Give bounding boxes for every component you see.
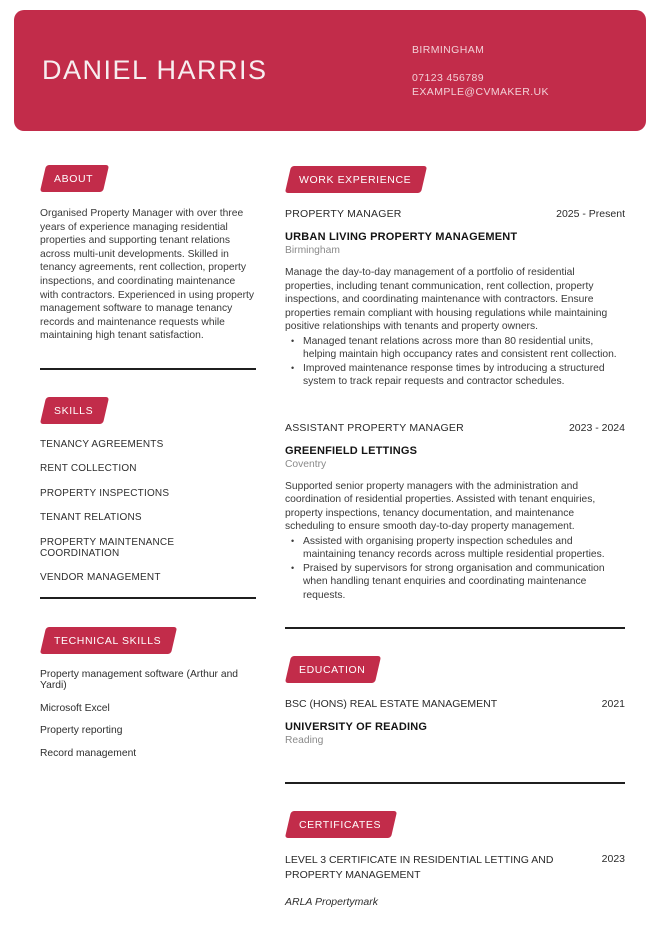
- skill-item: VENDOR MANAGEMENT: [40, 572, 161, 584]
- section-divider: [40, 368, 256, 370]
- section-heading-education: EDUCATION: [299, 664, 366, 676]
- company-location: Coventry: [285, 458, 327, 470]
- person-name: DANIEL HARRIS: [42, 55, 268, 85]
- institution-location: Reading: [285, 735, 324, 746]
- technical-skill-item: Property management software (Arthur and Yardi): [40, 669, 239, 692]
- section-divider: [285, 782, 625, 784]
- skill-item: PROPERTY INSPECTIONS: [40, 487, 170, 499]
- technical-skills-list: [40, 669, 256, 759]
- job-description: Supported senior property managers with the administration and coordination of residential properties. Assisted with tenant enquiries, property inspections, tenancy documentation, and maintenance scheduling to ensure smooth day-to-day property management.: [285, 480, 596, 532]
- job-title-row: [285, 422, 625, 434]
- job-title: PROPERTY MANAGER: [285, 208, 402, 220]
- section-badge-about: [43, 165, 106, 192]
- job-entry: [285, 422, 625, 603]
- skill-item: PROPERTY MAINTENANCE COORDINATION: [40, 536, 175, 559]
- section-badge-certificates: [288, 811, 394, 838]
- contact-phone: 07123 456789: [412, 71, 484, 84]
- education-entry: [285, 698, 625, 746]
- education-year: 2021: [601, 698, 625, 710]
- job-dates: 2023 - 2024: [568, 421, 625, 434]
- company-name: URBAN LIVING PROPERTY MANAGEMENT: [285, 231, 518, 243]
- section-badge-education: [288, 656, 378, 683]
- section-heading-technical-skills: TECHNICAL SKILLS: [54, 635, 162, 648]
- technical-skill-item: Microsoft Excel: [40, 702, 110, 714]
- institution-name: UNIVERSITY OF READING: [285, 721, 428, 733]
- job-title: ASSISTANT PROPERTY MANAGER: [285, 421, 464, 434]
- section-badge-skills: [43, 397, 106, 424]
- section-badge-work-experience: [288, 166, 424, 193]
- section-badge-technical-skills: [43, 627, 174, 654]
- technical-skill-item: Record management: [40, 747, 137, 759]
- job-bullet: • Improved maintenance response times by introducing a structured system to track repair requests and contractor schedules.: [285, 362, 625, 389]
- section-divider: [40, 597, 256, 599]
- company-name: GREENFIELD LETTINGS: [285, 444, 418, 457]
- contact-block: [412, 43, 602, 99]
- section-heading-skills: SKILLS: [54, 404, 94, 417]
- certificate-year: 2023: [601, 853, 625, 865]
- certificate-row: [285, 853, 625, 883]
- job-bullet-list: [285, 335, 625, 389]
- contact-location: BIRMINGHAM: [412, 43, 485, 56]
- job-description: Manage the day-to-day management of a portfolio of residential properties, including tenant communication, rent collection, property inspections, and coordinating maintenance with contractors. Ensure properties remain compliant with housing regulations while maintaining positive relationships with tenants and property owners.: [285, 267, 608, 332]
- left-column: [40, 131, 256, 770]
- contact-email: EXAMPLE@CVMAKER.UK: [412, 85, 549, 98]
- about-text: Organised Property Manager with over three years of experience managing residential properties and supporting tenant relations across multi-unit developments. Skilled in tenancy agreements, rent collection, property inspections, and coordinating maintenance with contractors. Experienced in using property management software to manage tenancy records and maintenance requests while maintaining high tenant satisfaction.: [40, 208, 255, 342]
- skill-item: TENANT RELATIONS: [40, 512, 142, 524]
- company-location: Birmingham: [285, 245, 340, 256]
- section-heading-work-experience: WORK EXPERIENCE: [299, 174, 412, 186]
- section-heading-about: ABOUT: [54, 173, 94, 185]
- job-bullet-list: [285, 535, 625, 603]
- skill-item: TENANCY AGREEMENTS: [40, 438, 164, 450]
- job-entry: [285, 208, 625, 389]
- section-divider: [285, 627, 625, 629]
- header-banner: [14, 10, 646, 131]
- skill-item: RENT COLLECTION: [40, 463, 137, 475]
- degree-row: [285, 698, 625, 710]
- job-title-row: [285, 208, 625, 220]
- certificate-issuer: ARLA Propertymark: [285, 896, 378, 908]
- job-bullet: • Assisted with organising property inspection schedules and maintaining tenancy records across multiple residential properties.: [285, 535, 625, 562]
- skills-list: [40, 439, 256, 584]
- job-bullet: • Praised by supervisors for strong organisation and communication when handling tenant enquiries and coordinating maintenance requests.: [285, 562, 625, 603]
- certificate-title: LEVEL 3 CERTIFICATE IN RESIDENTIAL LETTING AND PROPERTY MANAGEMENT: [285, 854, 554, 881]
- degree-title: BSC (HONS) REAL ESTATE MANAGEMENT: [285, 698, 498, 710]
- section-heading-certificates: CERTIFICATES: [299, 819, 382, 831]
- job-bullet: • Managed tenant relations across more than 80 residential units, helping maintain high occupancy rates and consistent rent collection.: [285, 335, 625, 362]
- right-column: [285, 131, 625, 908]
- technical-skill-item: Property reporting: [40, 725, 123, 737]
- certificate-entry: [285, 853, 625, 908]
- job-dates: 2025 - Present: [556, 208, 625, 220]
